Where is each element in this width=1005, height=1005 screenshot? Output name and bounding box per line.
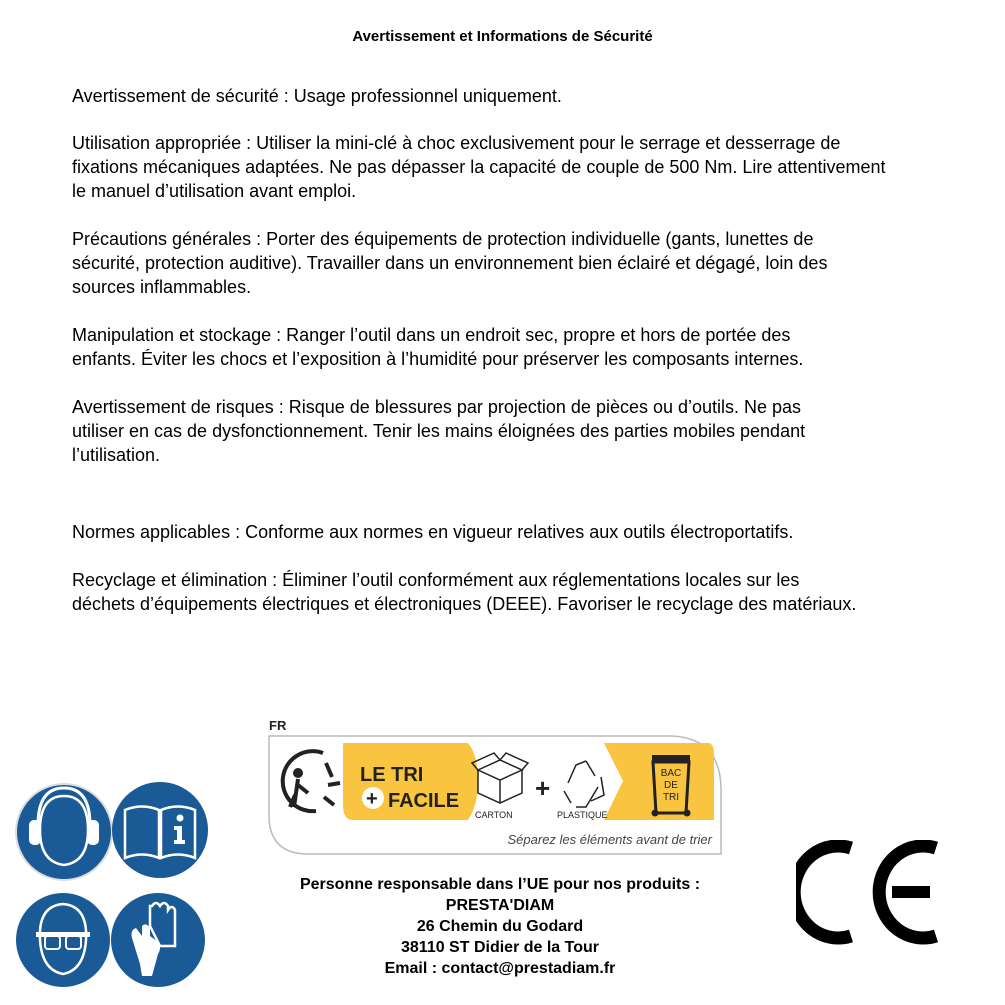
triman-item2: PLASTIQUE xyxy=(557,810,608,820)
paragraph-usage: Utilisation appropriée : Utiliser la mini-clé à choc exclusivement pour le serrage et desserrage de fixations mécaniques adaptées. Ne pas dépasser la capacité de couple de 500 Nm. Lire attentivement le manuel d’utilisation avant emploi. xyxy=(72,133,886,201)
responsible-person xyxy=(250,874,750,979)
responsible-heading: Personne responsable dans l’UE pour nos produits : xyxy=(299,876,701,893)
triman-line1: LE TRI xyxy=(360,764,424,786)
triman-note: Séparez les éléments avant de trier xyxy=(507,832,712,847)
company-name: PRESTA'DIAM xyxy=(445,897,555,914)
eye-protection-icon xyxy=(16,893,110,987)
paragraph-precautions: Précautions générales : Porter des équipements de protection individuelle (gants, lunettes de sécurité, protection auditive). Travailler dans un environnement bien éclairé et dégagé, loin des sources inflammables. xyxy=(72,229,828,297)
paragraph-warning: Avertissement de sécurité : Usage professionnel uniquement. xyxy=(72,86,562,106)
city-address: 38110 ST Didier de la Tour xyxy=(401,939,599,956)
triman-logo xyxy=(268,735,722,855)
ear-protection-icon xyxy=(16,784,112,880)
paragraph-risks: Avertissement de risques : Risque de blessures par projection de pièces ou d’outils. Ne pas utiliser en cas de dysfonctionnement. Tenir les mains éloignées des parties mobiles pendant l’utilisation. xyxy=(72,397,806,465)
triman-line2: FACILE xyxy=(388,790,460,812)
paragraph-standards: Normes applicables : Conforme aux normes en vigueur relatives aux outils électroportatifs. xyxy=(72,522,794,542)
page-title: Avertissement et Informations de Sécurité xyxy=(352,28,653,45)
gloves-icon xyxy=(111,893,205,987)
plus-icon: + xyxy=(366,788,378,810)
svg-text:BAC: BAC xyxy=(660,768,682,779)
triman-item1: CARTON xyxy=(475,810,513,820)
plus-sign: + xyxy=(535,773,551,803)
paragraph-storage: Manipulation et stockage : Ranger l’outil dans un endroit sec, propre et hors de portée des enfants. Éviter les chocs et l’exposition à l’humidité pour préserver les composants internes. xyxy=(72,325,804,369)
paragraph-recycling: Recyclage et élimination : Éliminer l’outil conformément aux réglementations locales sur les déchets d’équipements électriques et électroniques (DEEE). Favoriser le recyclage des matériaux. xyxy=(72,570,857,614)
contact-email: Email : contact@prestadiam.fr xyxy=(384,960,616,977)
svg-text:TRI: TRI xyxy=(662,792,680,803)
read-manual-icon xyxy=(112,782,208,878)
triman-country: FR xyxy=(269,718,287,733)
safety-pictograms xyxy=(0,770,220,1000)
street-address: 26 Chemin du Godard xyxy=(416,918,584,935)
ce-mark-icon xyxy=(796,840,941,945)
svg-text:DE: DE xyxy=(664,780,678,791)
